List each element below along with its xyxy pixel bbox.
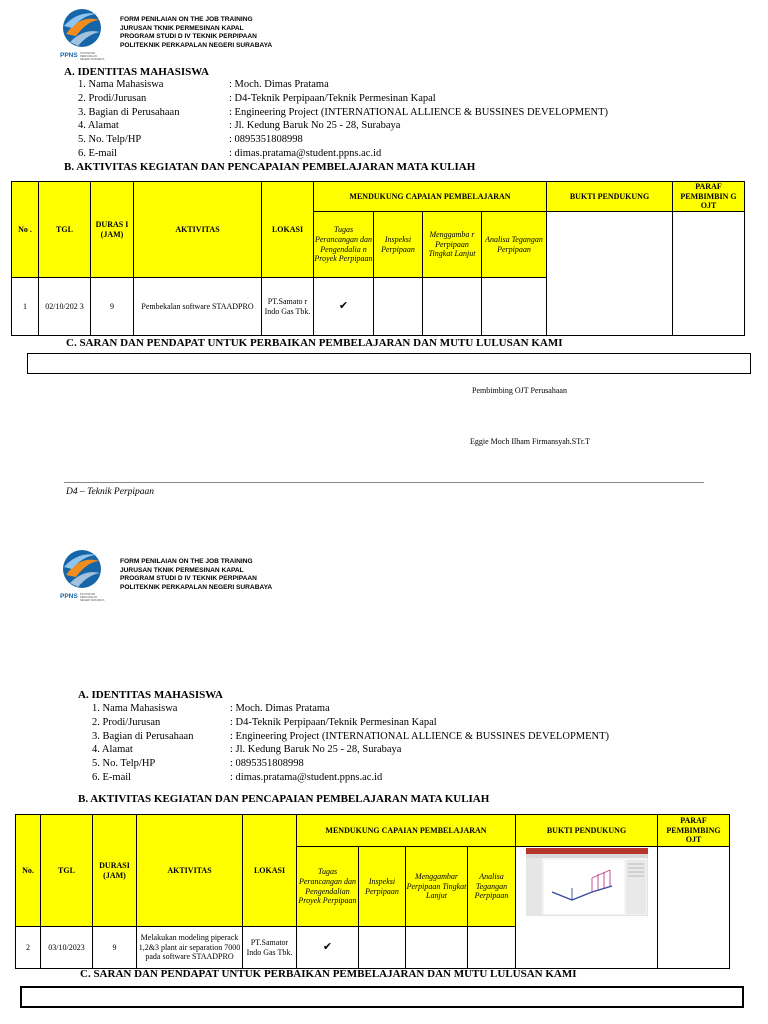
col-tgl-header: TGL	[41, 815, 93, 927]
activity-table	[11, 181, 745, 336]
col-bukti-header: BUKTI PENDUKUNG	[516, 815, 658, 847]
paraf-cell	[658, 847, 730, 969]
row-check: ✔	[314, 278, 374, 336]
feedback-box	[27, 353, 751, 374]
sub-header-menggambar: Menggamba r Perpipaan Tingkat Lanjut	[423, 212, 482, 278]
footer-text: D4 – Teknik Perpipaan	[66, 487, 155, 497]
sub-header-analisa: Analisa Tegangan Perpipaan	[468, 847, 516, 927]
col-mendukung-header: MENDUKUNG CAPAIAN PEMBELAJARAN	[314, 182, 547, 212]
col-aktivitas-header: AKTIVITAS	[134, 182, 262, 278]
supervisor-title: Pembimbing OJT Perusahaan	[472, 386, 567, 395]
identity-title: A. IDENTITAS MAHASISWA	[64, 66, 209, 78]
form-header: FORM PENILAIAN ON THE JOB TRAINING JURUSAN TKNIK PERMESINAN KAPAL PROGRAM STUDI D IV TEKNIK PERPIPAAN POLITEKNIK PERKAPALAN NEGERI SURABAYA	[120, 16, 273, 49]
sub-header-tugas: Tugas Perancangan dan Pengendalia n Proyek Perpipaan	[314, 212, 374, 278]
row-aktivitas: Melakukan modeling piperack 1,2&3 plant air separation 7000 pada software STAADPRO	[137, 927, 243, 969]
row-check: ✔	[297, 927, 359, 969]
footer-divider	[64, 482, 704, 483]
ppns-logo-icon	[58, 6, 106, 58]
feedback-box	[20, 986, 744, 1008]
supervisor-name: Eggie Moch Ilham Firmansyah.STr.T	[470, 437, 590, 446]
col-no-header: No .	[12, 182, 39, 278]
col-no-header: No.	[16, 815, 41, 927]
logo-text: PPNS	[60, 52, 78, 59]
row-durasi: 9	[93, 927, 137, 969]
identity-labels: 1. Nama Mahasiswa 2. Prodi/Jurusan 3. Bagian di Perusahaan 4. Alamat 5. No. Telp/HP 6. E-mail	[78, 79, 180, 159]
row-empty	[374, 278, 423, 336]
section-c-title: C. SARAN DAN PENDAPAT UNTUK PERBAIKAN PEMBELAJARAN DAN MUTU LULUSAN KAMI	[80, 968, 577, 980]
paraf-cell	[673, 212, 745, 336]
col-mendukung-header: MENDUKUNG CAPAIAN PEMBELAJARAN	[297, 815, 516, 847]
section-b-title: B. AKTIVITAS KEGIATAN DAN PENCAPAIAN PEMBELAJARAN MATA KULIAH	[64, 161, 476, 173]
col-aktivitas-header: AKTIVITAS	[137, 815, 243, 927]
identity-labels: 1. Nama Mahasiswa 2. Prodi/Jurusan 3. Bagian di Perusahaan 4. Alamat 5. No. Telp/HP 6. E-mail	[92, 703, 194, 783]
identity-title: A. IDENTITAS MAHASISWA	[78, 689, 223, 701]
row-lokasi: PT.Samator Indo Gas Tbk.	[243, 927, 297, 969]
col-paraf-header: PARAF PEMBIMBING OJT	[658, 815, 730, 847]
sub-header-menggambar: Menggambar Perpipaan Tingkat Lanjut	[406, 847, 468, 927]
row-empty	[468, 927, 516, 969]
logo-subtext: POLITEKNIK PERKAPALAN NEGERI SURABAYA	[80, 52, 105, 61]
section-b-title: B. AKTIVITAS KEGIATAN DAN PENCAPAIAN PEMBELAJARAN MATA KULIAH	[78, 793, 490, 805]
col-durasi-header: DURAS I (JAM)	[91, 182, 134, 278]
row-tgl: 03/10/2023	[41, 927, 93, 969]
row-durasi: 9	[91, 278, 134, 336]
activity-table	[15, 814, 730, 969]
sub-header-analisa: Analisa Tegangan Perpipaan	[482, 212, 547, 278]
row-empty	[359, 927, 406, 969]
section-c-title: C. SARAN DAN PENDAPAT UNTUK PERBAIKAN PEMBELAJARAN DAN MUTU LULUSAN KAMI	[66, 337, 563, 349]
row-empty	[423, 278, 482, 336]
form-header: FORM PENILAIAN ON THE JOB TRAINING JURUSAN TKNIK PERMESINAN KAPAL PROGRAM STUDI D IV TEKNIK PERPIPAAN POLITEKNIK PERKAPALAN NEGERI SURABAYA	[120, 558, 273, 591]
logo-text: PPNS	[60, 593, 78, 600]
bukti-cell	[516, 847, 658, 969]
identity-values: : Moch. Dimas Pratama : D4-Teknik Perpipaan/Teknik Permesinan Kapal : Engineering Project (INTERNATIONAL ALLIENCE & BUSSINES DEVELOPMENT) : Jl. Kedung Baruk No 25 - 28, Surabaya : 0895351808998 : dimas.pratama@student.ppns.ac.id	[229, 79, 609, 159]
col-bukti-header: BUKTI PENDUKUNG	[547, 182, 673, 212]
col-lokasi-header: LOKASI	[262, 182, 314, 278]
sub-header-inspeksi: Inspeksi Perpipaan	[359, 847, 406, 927]
sub-header-tugas: Tugas Perancangan dan Pengendalian Proyek Perpipaan	[297, 847, 359, 927]
row-empty	[406, 927, 468, 969]
col-durasi-header: DURASI (JAM)	[93, 815, 137, 927]
col-paraf-header: PARAF PEMBIMBIN G OJT	[673, 182, 745, 212]
col-tgl-header: TGL	[39, 182, 91, 278]
row-aktivitas: Pembekalan software STAADPRO	[134, 278, 262, 336]
software-screenshot-icon	[526, 848, 648, 916]
sub-header-inspeksi: Inspeksi Perpipaan	[374, 212, 423, 278]
identity-values: : Moch. Dimas Pratama : D4-Teknik Perpipaan/Teknik Permesinan Kapal : Engineering Project (INTERNATIONAL ALLIENCE & BUSSINES DEVELOPMENT) : Jl. Kedung Baruk No 25 - 28, Surabaya : 0895351808998 : dimas.pratama@student.ppns.ac.id	[230, 703, 610, 783]
row-lokasi: PT.Samato r Indo Gas Tbk.	[262, 278, 314, 336]
bukti-cell	[547, 212, 673, 336]
row-no: 1	[12, 278, 39, 336]
ppns-logo-icon	[58, 547, 106, 599]
col-lokasi-header: LOKASI	[243, 815, 297, 927]
row-tgl: 02/10/202 3	[39, 278, 91, 336]
row-empty	[482, 278, 547, 336]
logo-subtext: POLITEKNIK PERKAPALAN NEGERI SURABAYA	[80, 593, 105, 602]
row-no: 2	[16, 927, 41, 969]
